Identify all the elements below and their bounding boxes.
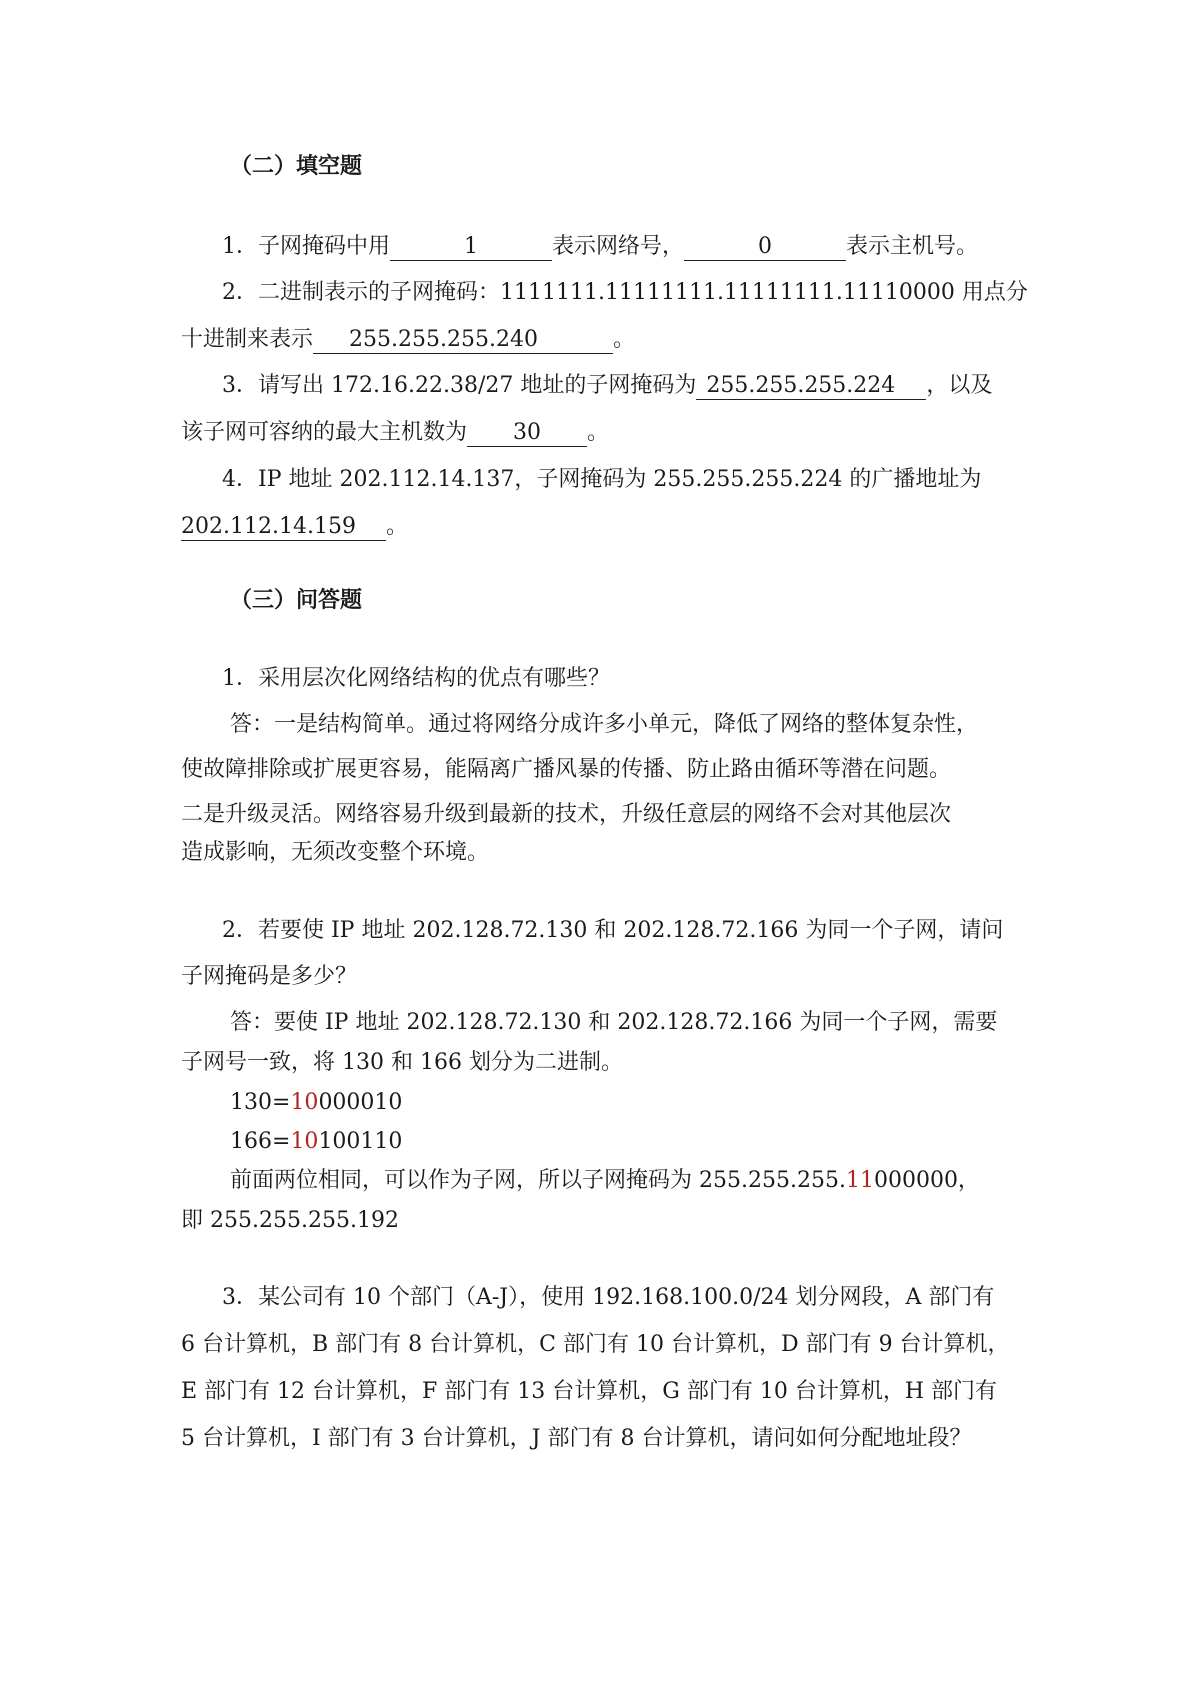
qa-question-3-line2: 6 台计算机，B 部门有 8 台计算机，C 部门有 10 台计算机，D 部门有 9 台计算机， <box>181 1332 1010 1357</box>
qa-question-2-line1: 2．若要使 IP 地址 202.128.72.130 和 202.128.72.166 为同一个子网，请问 <box>222 918 1004 943</box>
fill-q3-text-a: 3．请写出 172.16.22.38/27 地址的子网掩码为 <box>222 373 697 398</box>
qa-question-3-line3: E 部门有 12 台计算机，F 部门有 13 台计算机，G 部门有 10 台计算机，H 部门有 <box>181 1379 998 1404</box>
qa-question-3-line1: 3．某公司有 10 个部门（A-J），使用 192.168.100.0/24 划分网段，A 部门有 <box>222 1285 995 1310</box>
fill-q4-answer: 202.112.14.159 <box>181 515 386 541</box>
binary-130 <box>230 1088 402 1118</box>
fill-q3-answer-hosts: 30 <box>467 421 587 447</box>
fill-q3-text-c: ，以及 <box>926 373 993 398</box>
qa-question-1: 1．采用层次化网络结构的优点有哪些？ <box>222 666 610 691</box>
fill-q1-text-c: 表示网络号， <box>552 234 685 259</box>
qa-answer-2-conclusion <box>230 1166 980 1196</box>
fill-q1-answer-2: 0 <box>684 235 846 261</box>
fill-q3-text-f: 。 <box>587 420 610 445</box>
qa-answer-2-result: 即 255.255.255.192 <box>181 1208 399 1233</box>
qa-answer-1-line4: 造成影响，无须改变整个环境。 <box>181 840 490 865</box>
section-heading-fill-in: （二）填空题 <box>230 154 363 179</box>
qa-question-2-line2: 子网掩码是多少？ <box>181 964 358 989</box>
fill-q2-text-c: 。 <box>613 327 636 352</box>
qa-answer-2-line1: 答：要使 IP 地址 202.128.72.130 和 202.128.72.166 为同一个子网，需要 <box>230 1010 998 1035</box>
fill-q2-text-a: 十进制来表示 <box>181 327 314 352</box>
binary-130-prefix: 130= <box>230 1090 291 1115</box>
fill-question-3-line1 <box>222 371 992 401</box>
conclusion-rest: 000000， <box>873 1168 980 1193</box>
fill-question-2-line2 <box>181 325 635 355</box>
fill-question-4-line2 <box>181 512 408 542</box>
section-heading-qa: （三）问答题 <box>230 588 363 613</box>
qa-answer-2-line2: 子网号一致，将 130 和 166 划分为二进制。 <box>181 1050 623 1075</box>
fill-question-1 <box>222 232 978 262</box>
binary-166-rest: 100110 <box>318 1129 403 1154</box>
fill-q2-answer: 255.255.255.240 <box>313 328 613 354</box>
fill-q1-answer-1: 1 <box>390 235 552 261</box>
fill-q1-text-d: 表示主机号。 <box>846 234 979 259</box>
binary-166-highlight: 10 <box>290 1129 319 1154</box>
fill-q4-text-c: 。 <box>386 514 409 539</box>
binary-166-prefix: 166= <box>230 1129 291 1154</box>
binary-130-rest: 000010 <box>318 1090 403 1115</box>
qa-answer-1-line1: 答：一是结构简单。通过将网络分成许多小单元，降低了网络的整体复杂性， <box>230 712 979 737</box>
fill-question-2-line1: 2．二进制表示的子网掩码：1111111.11111111.11111111.11110000 用点分 <box>222 280 1028 305</box>
qa-answer-1-line2: 使故障排除或扩展更容易，能隔离广播风暴的传播、防止路由循环等潜在问题。 <box>181 757 952 782</box>
fill-q3-answer-mask: 255.255.255.224 <box>696 374 926 400</box>
conclusion-prefix: 前面两位相同，可以作为子网，所以子网掩码为 255.255.255. <box>230 1168 846 1193</box>
fill-q1-text-a: 1．子网掩码中用 <box>222 234 390 259</box>
fill-question-4-line1: 4．IP 地址 202.112.14.137，子网掩码为 255.255.255.224 的广播地址为 <box>222 467 982 492</box>
qa-question-3-line4: 5 台计算机，I 部门有 3 台计算机，J 部门有 8 台计算机，请问如何分配地址段？ <box>181 1426 972 1451</box>
binary-166 <box>230 1127 402 1157</box>
qa-answer-1-line3: 二是升级灵活。网络容易升级到最新的技术，升级任意层的网络不会对其他层次 <box>181 802 952 827</box>
fill-q3-text-d: 该子网可容纳的最大主机数为 <box>181 420 468 445</box>
binary-130-highlight: 10 <box>290 1090 319 1115</box>
fill-question-3-line2 <box>181 418 609 448</box>
conclusion-highlight: 11 <box>845 1168 874 1193</box>
